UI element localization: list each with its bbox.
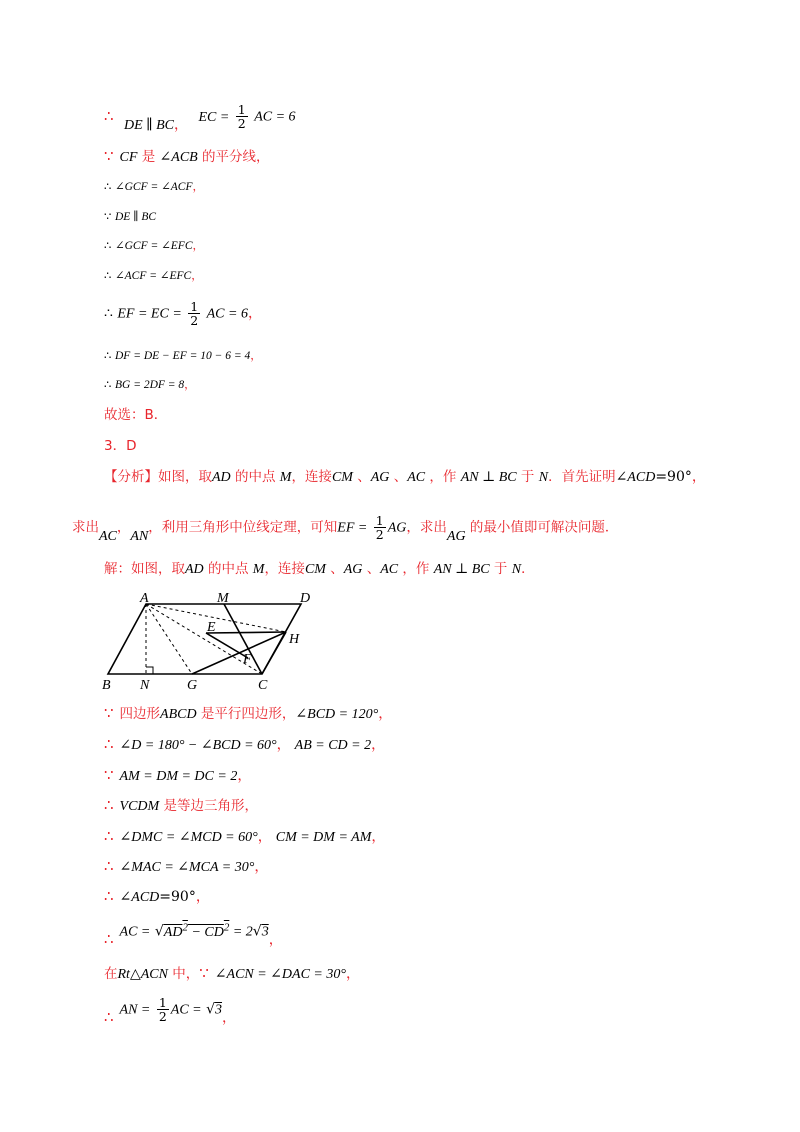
line-19 xyxy=(104,827,385,847)
math: AG xyxy=(370,470,390,485)
text: ．首先证明 xyxy=(548,469,616,485)
math: ∠ACF = ∠EFC xyxy=(114,270,192,282)
line-23 xyxy=(104,964,360,984)
text: ，求出 xyxy=(406,519,447,536)
math: M xyxy=(279,470,292,485)
question-number: 3．D xyxy=(104,438,137,454)
therefore-symbol: ∴ xyxy=(104,377,112,391)
label-d: D xyxy=(300,591,311,606)
math: ∠DMC = ∠MCD = 60° xyxy=(119,830,258,845)
line-18 xyxy=(104,796,258,816)
because-symbol: ∵ xyxy=(104,704,114,722)
analysis-line-1 xyxy=(104,468,706,487)
math: ABCD xyxy=(160,707,197,722)
text: 的中点 xyxy=(203,561,253,577)
math-ec: EC = xyxy=(198,109,230,125)
math: Rt△ACN xyxy=(117,967,168,982)
line-20 xyxy=(104,857,268,877)
segment-eh xyxy=(206,632,286,633)
math: ∠ACN = ∠DAC = 30° xyxy=(214,967,346,982)
therefore-symbol: ∴ xyxy=(104,857,114,875)
line-7 xyxy=(104,300,262,327)
math: AM = DM = DC = 2 xyxy=(119,769,238,784)
punct: ， xyxy=(257,829,272,845)
because-symbol: ∵ xyxy=(104,209,112,223)
punct: ， xyxy=(184,377,196,391)
because-symbol: ∵ xyxy=(104,766,114,784)
text: 【分析】如图，取 xyxy=(104,469,212,485)
text: ，利用三角形中位线定理，可知 xyxy=(148,519,338,536)
math: ∠GCF = ∠ACF xyxy=(114,181,193,193)
math: EF = xyxy=(337,520,368,536)
because-symbol: ∵ xyxy=(104,147,114,165)
math: AB = CD = 2 xyxy=(294,738,372,753)
therefore-symbol: ∴ xyxy=(104,735,114,753)
label-b: B xyxy=(102,678,111,693)
solution-line xyxy=(104,560,535,579)
math: DE ∥ BC xyxy=(114,211,157,223)
line-15 xyxy=(104,704,392,724)
math: BG = 2DF = 8 xyxy=(114,379,185,391)
math: CM xyxy=(304,562,326,577)
math: N xyxy=(538,470,549,485)
math: EF = EC = xyxy=(117,306,182,322)
label-a: A xyxy=(140,591,149,606)
punct: ， xyxy=(192,179,204,193)
label-e: E xyxy=(207,620,216,635)
label-c: C xyxy=(258,678,268,693)
line-17 xyxy=(104,766,251,786)
text: 是等边三角形， xyxy=(159,798,259,814)
punct: ， xyxy=(371,737,386,753)
punct: ， xyxy=(222,1009,237,1026)
text: 、 xyxy=(352,469,371,485)
line-8 xyxy=(104,346,262,365)
math: ∠ACD xyxy=(119,890,160,905)
math: ∠D = 180° − ∠BCD = 60° xyxy=(119,738,277,753)
math: ∠ACB xyxy=(159,150,198,165)
text: ，连接 xyxy=(264,561,305,577)
math: =90° xyxy=(159,889,196,905)
punct: ， xyxy=(345,966,360,982)
math: =90° xyxy=(655,469,692,485)
punct: ， xyxy=(191,268,203,282)
math: AN xyxy=(130,528,149,544)
line-1 xyxy=(104,102,296,133)
math: AN = xyxy=(119,1002,151,1018)
therefore-symbol: ∴ xyxy=(104,348,112,362)
fraction-half: $\frac{1}{2}$ xyxy=(158,995,167,1024)
math: AG xyxy=(446,528,466,544)
line-5 xyxy=(104,236,204,255)
punct: ， xyxy=(254,859,269,875)
therefore-symbol: ∴ xyxy=(104,305,113,322)
therefore-symbol: ∴ xyxy=(104,179,112,193)
math: CF xyxy=(119,150,138,165)
fraction-half: $\frac{1}{2}$ xyxy=(375,513,384,542)
text: ，作 xyxy=(398,561,434,577)
therefore-symbol: ∴ xyxy=(104,106,114,125)
text: 的中点 xyxy=(230,469,280,485)
math-ac-6: AC = 6 xyxy=(254,109,296,125)
math-de-parallel-bc: DE ∥ BC xyxy=(124,117,175,133)
text: ， xyxy=(116,519,131,536)
text: 求出 xyxy=(72,519,99,536)
math: AG xyxy=(387,520,407,536)
text: 的平分线， xyxy=(197,149,270,165)
text: 、 xyxy=(362,561,381,577)
label-n: N xyxy=(140,678,150,693)
math: M xyxy=(252,562,265,577)
punct: ， xyxy=(378,706,393,722)
fraction-half: $\frac{1}{2}$ xyxy=(237,102,246,131)
punct: ， xyxy=(195,889,210,905)
answer-choice: 故选：B． xyxy=(104,407,168,423)
line-2 xyxy=(104,147,270,167)
punct: ， xyxy=(237,768,252,784)
math: AG xyxy=(343,562,363,577)
math: CM = DM = AM xyxy=(275,830,372,845)
math: AC xyxy=(99,528,117,544)
math: 3 xyxy=(261,924,269,940)
label-m: M xyxy=(217,591,229,606)
analysis-line-2 xyxy=(72,513,619,544)
line-6 xyxy=(104,266,203,285)
therefore-symbol: ∴ xyxy=(104,1007,114,1026)
math: ∠ACD xyxy=(615,470,656,485)
text: 、 xyxy=(389,469,408,485)
geometry-figure xyxy=(96,588,326,694)
text: ，连接 xyxy=(291,469,332,485)
text: 解：如图，取 xyxy=(104,561,185,577)
text: 于 xyxy=(516,469,539,485)
math: AN ⊥ BC xyxy=(433,562,490,577)
therefore-symbol: ∴ xyxy=(104,887,114,905)
punct: ， xyxy=(192,238,204,252)
text: 是 xyxy=(137,149,160,165)
math: AC = 6 xyxy=(206,306,248,322)
math: AC xyxy=(407,470,426,485)
math: AC = xyxy=(119,924,151,940)
segment-ah xyxy=(146,604,286,632)
line-3 xyxy=(104,177,204,196)
punct: ， xyxy=(174,116,189,133)
punct: ， xyxy=(691,469,706,485)
therefore-symbol: ∴ xyxy=(104,827,114,845)
text: ． xyxy=(521,561,535,577)
line-22: ∴ AC = $√AD^2 - CD^2 = 2√3$， xyxy=(104,921,283,948)
math: AC xyxy=(380,562,399,577)
segment-gh xyxy=(192,632,286,674)
text: 在 xyxy=(104,966,118,982)
math: AN ⊥ BC xyxy=(460,470,517,485)
math: AC = xyxy=(170,1002,202,1018)
punct: ， xyxy=(250,348,262,362)
punct: ， xyxy=(276,737,291,753)
segment-ch xyxy=(262,632,286,674)
therefore-symbol: ∴ xyxy=(104,268,112,282)
punct: ， xyxy=(371,829,386,845)
line-16 xyxy=(104,735,385,755)
math: N xyxy=(511,562,522,577)
segment-ag xyxy=(146,604,192,674)
text: 、 xyxy=(325,561,344,577)
text: 的最小值即可解决问题． xyxy=(465,519,619,536)
math: AD xyxy=(185,562,204,577)
therefore-symbol: ∴ xyxy=(104,796,114,814)
math: DF = DE − EF = 10 − 6 = 4 xyxy=(114,350,251,362)
fraction-half: $\frac{1}{2}$ xyxy=(190,299,199,328)
math: CM xyxy=(331,470,353,485)
text: 是平行四边形， xyxy=(196,706,296,722)
math: AD xyxy=(212,470,231,485)
math: VCDM xyxy=(119,799,160,814)
label-h: H xyxy=(289,632,300,647)
sqrt-content: $AD^2 - CD^2$ xyxy=(163,921,230,940)
line-21 xyxy=(104,887,210,907)
text: 四边形 xyxy=(119,706,161,722)
math: ∠GCF = ∠EFC xyxy=(114,240,193,252)
math: ∠MAC = ∠MCA = 30° xyxy=(119,860,255,875)
text: ，作 xyxy=(425,469,461,485)
text: 中， xyxy=(167,966,200,982)
therefore-symbol: ∴ xyxy=(104,238,112,252)
right-angle-mark xyxy=(146,667,153,674)
because-symbol: ∵ xyxy=(199,964,209,982)
math: 3 xyxy=(215,1002,223,1018)
line-4 xyxy=(104,207,156,226)
math: ∠BCD = 120° xyxy=(295,707,379,722)
math: = 2 xyxy=(229,924,253,940)
text: 于 xyxy=(489,561,512,577)
line-9 xyxy=(104,375,196,394)
label-f: F xyxy=(243,652,252,667)
line-24: ∴ AN = $\frac{1}{2}$ AC = √3， xyxy=(104,995,237,1026)
label-g: G xyxy=(187,678,198,693)
punct: ， xyxy=(247,305,262,322)
therefore-symbol: ∴ xyxy=(104,929,114,948)
punct: ， xyxy=(268,931,283,948)
